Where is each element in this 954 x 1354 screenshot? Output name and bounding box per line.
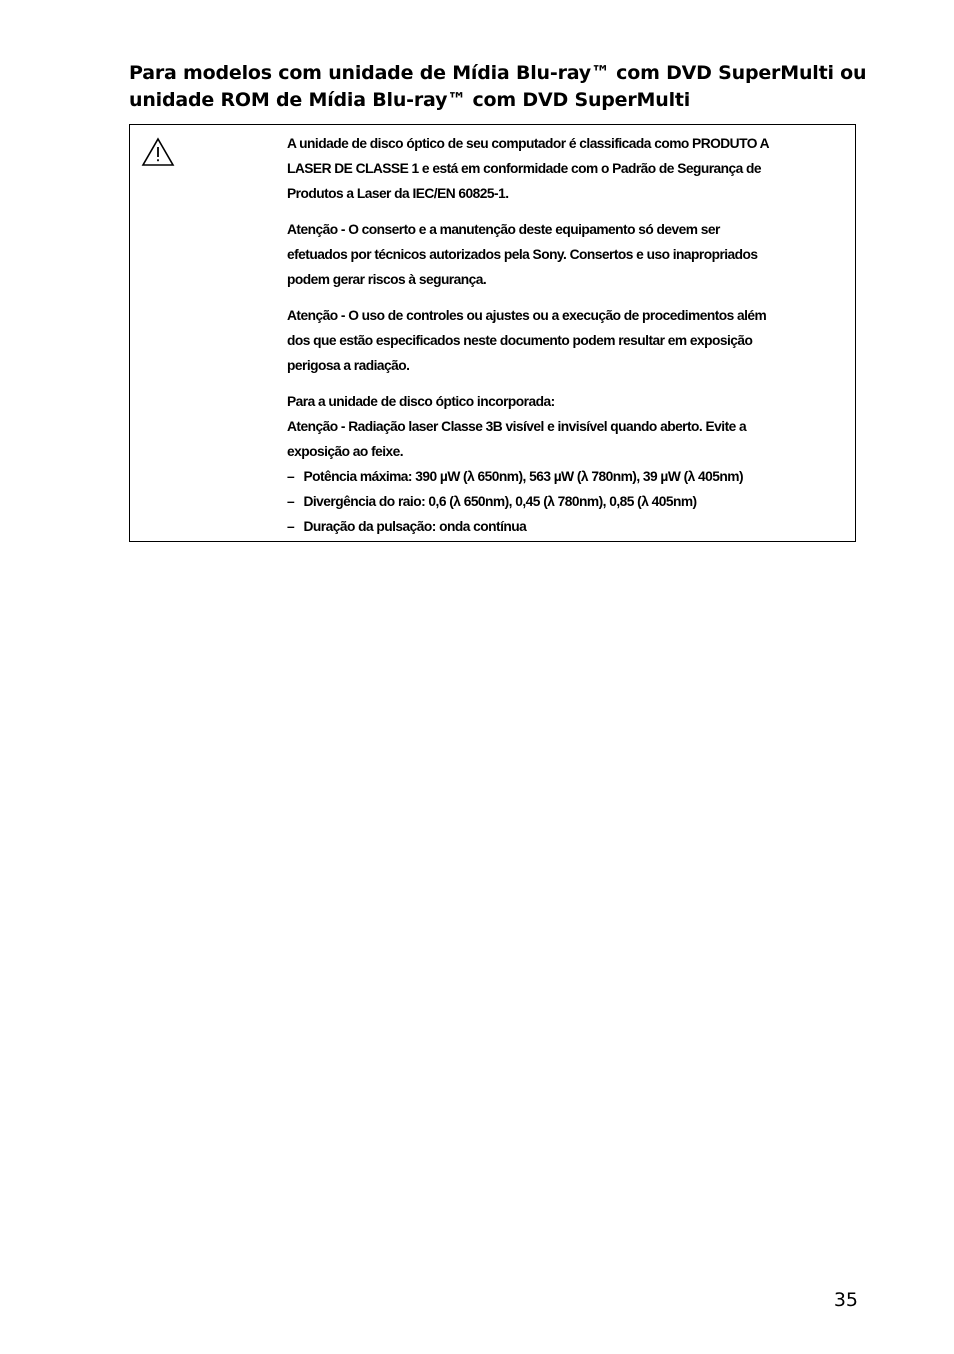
paragraph-line: LASER DE CLASSE 1 e está em conformidade com o Padrão de Segurança de [287,161,762,177]
list-item-text: Divergência do raio: 0,6 (λ 650nm), 0,45 (λ 780nm), 0,85 (λ 405nm) [303,494,697,510]
paragraph-line: Para a unidade de disco óptico incorporada: [287,394,555,410]
paragraph-line: Atenção - O uso de controles ou ajustes ou a execução de procedimentos além [287,308,767,324]
paragraph-line: dos que estão especificados neste documento podem resultar em exposição [287,333,753,349]
laser-class-paragraph [287,132,830,207]
page-number: 35 [833,1289,858,1311]
dash-bullet: – [287,494,295,510]
paragraph-line: efetuados por técnicos autorizados pela Sony. Consertos e uso inapropriados [287,247,758,263]
warning-triangle-icon [140,136,176,168]
laser-warning-box [129,124,856,542]
radiation-caution-paragraph [287,390,830,540]
dash-bullet: – [287,469,295,485]
list-item-text: Duração da pulsação: onda contínua [303,519,527,535]
warning-content [287,132,830,540]
list-item-text: Potência máxima: 390 µW (λ 650nm), 563 µW (λ 780nm), 39 µW (λ 405nm) [303,469,744,485]
laser-spec-list [287,465,830,540]
section-heading-line-2: unidade ROM de Mídia Blu-ray™ com DVD SuperMulti [129,89,691,111]
paragraph-line: perigosa a radiação. [287,358,410,374]
paragraph-line: podem gerar riscos à segurança. [287,272,487,288]
paragraph-line: Atenção - O conserto e a manutenção deste equipamento só devem ser [287,222,720,238]
list-item [287,515,830,540]
paragraph-line: exposição ao feixe. [287,444,404,460]
controls-caution-paragraph [287,304,830,379]
section-heading-line-1: Para modelos com unidade de Mídia Blu-ray™ com DVD SuperMulti ou [129,62,867,84]
section-heading [129,60,869,114]
paragraph-line: Atenção - Radiação laser Classe 3B visível e invisível quando aberto. Evite a [287,419,747,435]
list-item [287,490,830,515]
list-item [287,465,830,490]
repair-caution-paragraph [287,218,830,293]
paragraph-line: A unidade de disco óptico de seu computador é classificada como PRODUTO A [287,136,770,152]
dash-bullet: – [287,519,295,535]
paragraph-line: Produtos a Laser da IEC/EN 60825-1. [287,186,509,202]
